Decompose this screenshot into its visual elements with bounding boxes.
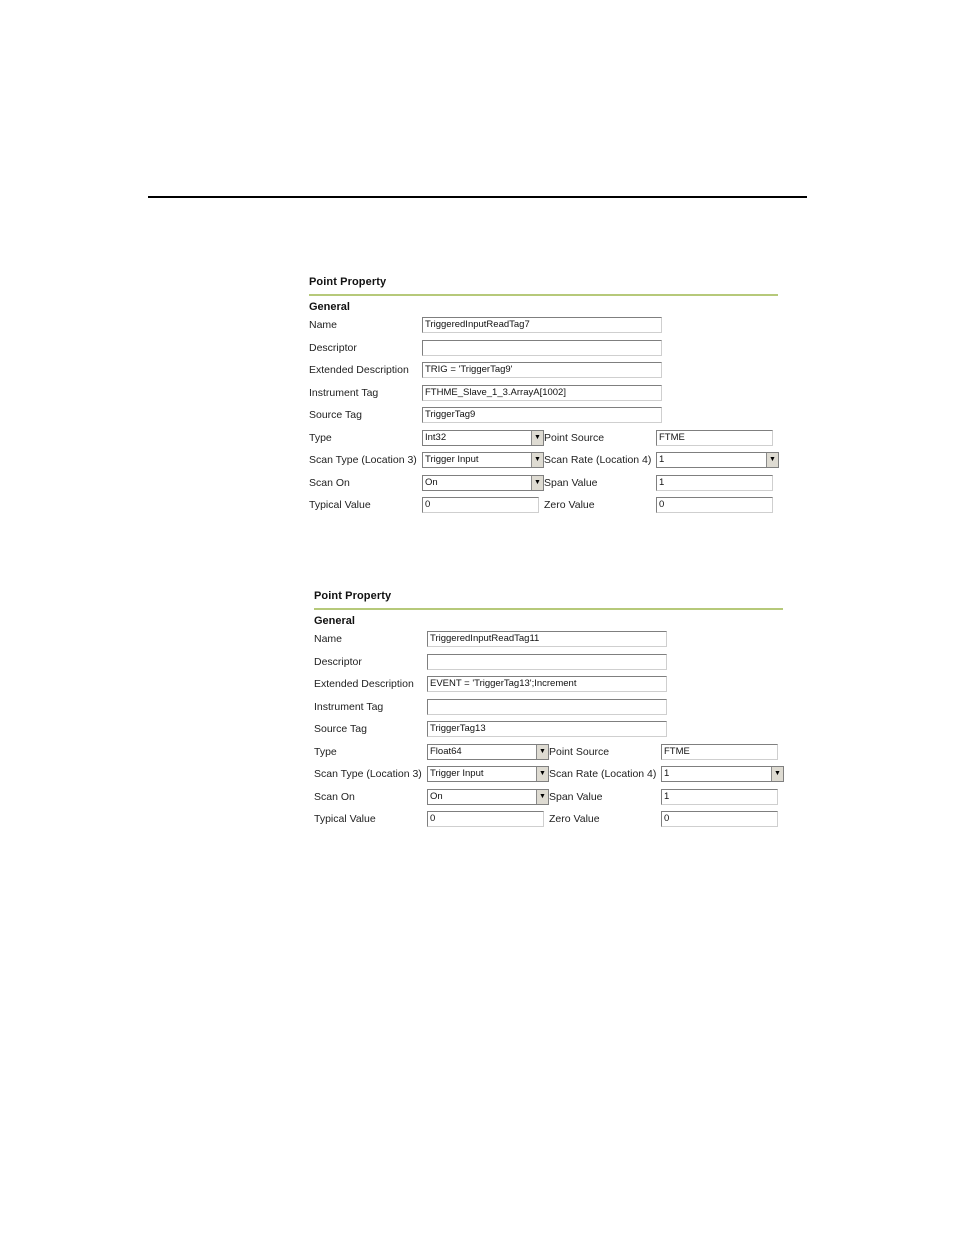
scan-on-select[interactable] xyxy=(427,789,549,805)
row-source-tag xyxy=(311,721,783,739)
type-select[interactable] xyxy=(427,744,549,760)
row-scan-type xyxy=(306,452,778,470)
scan-type-label: Scan Type (Location 3) xyxy=(314,768,422,780)
scan-rate-select-value: 1 xyxy=(659,454,665,465)
name-label: Name xyxy=(309,319,338,331)
chevron-down-icon[interactable]: ▼ xyxy=(766,453,778,467)
scan-rate-select-value: 1 xyxy=(664,768,670,779)
scan-on-label: Scan On xyxy=(314,791,355,803)
extended-description-input[interactable]: TRIG = 'TriggerTag9' xyxy=(422,362,662,378)
point-source-input[interactable]: FTME xyxy=(656,430,773,446)
descriptor-input[interactable] xyxy=(427,654,667,670)
typical-value-label: Typical Value xyxy=(314,813,376,825)
scan-on-select-value: On xyxy=(425,477,438,488)
row-typical-value xyxy=(311,811,783,829)
scan-on-select-value: On xyxy=(430,791,443,802)
zero-value-label: Zero Value xyxy=(544,499,595,511)
extended-description-label: Extended Description xyxy=(314,678,414,690)
span-value-input[interactable]: 1 xyxy=(661,789,778,805)
zero-value-input[interactable]: 0 xyxy=(661,811,778,827)
name-input[interactable]: TriggeredInputReadTag7 xyxy=(422,317,662,333)
span-value-input[interactable]: 1 xyxy=(656,475,773,491)
typical-value-input[interactable]: 0 xyxy=(422,497,539,513)
descriptor-label: Descriptor xyxy=(309,342,357,354)
chevron-down-icon[interactable]: ▼ xyxy=(531,431,543,445)
row-descriptor xyxy=(311,654,783,672)
chevron-down-icon[interactable]: ▼ xyxy=(531,453,543,467)
row-scan-on xyxy=(311,789,783,807)
title-divider xyxy=(309,294,778,296)
type-select-value: Float64 xyxy=(430,746,462,757)
extended-description-label: Extended Description xyxy=(309,364,409,376)
scan-rate-select[interactable] xyxy=(656,452,779,468)
scan-on-label: Scan On xyxy=(309,477,350,489)
point-source-label: Point Source xyxy=(549,746,610,758)
scan-rate-label: Scan Rate (Location 4) xyxy=(549,768,657,780)
descriptor-input[interactable] xyxy=(422,340,662,356)
scan-type-select-value: Trigger Input xyxy=(430,768,484,779)
instrument-tag-label: Instrument Tag xyxy=(309,387,379,399)
row-source-tag xyxy=(306,407,778,425)
panel-title: Point Property xyxy=(314,590,392,602)
type-label: Type xyxy=(314,746,337,758)
row-type xyxy=(306,430,778,448)
section-title-general: General xyxy=(314,615,355,627)
row-extended-description xyxy=(306,362,778,380)
scan-on-select[interactable] xyxy=(422,475,544,491)
row-instrument-tag xyxy=(306,385,778,403)
row-type xyxy=(311,744,783,762)
row-name xyxy=(306,317,778,335)
source-tag-input[interactable]: TriggerTag9 xyxy=(422,407,662,423)
row-typical-value xyxy=(306,497,778,515)
chevron-down-icon[interactable]: ▼ xyxy=(771,767,783,781)
instrument-tag-input[interactable]: FTHME_Slave_1_3.ArrayA[1002] xyxy=(422,385,662,401)
name-label: Name xyxy=(314,633,343,645)
extended-description-input[interactable]: EVENT = 'TriggerTag13';Increment xyxy=(427,676,667,692)
scan-rate-label: Scan Rate (Location 4) xyxy=(544,454,652,466)
instrument-tag-label: Instrument Tag xyxy=(314,701,384,713)
scan-type-select[interactable] xyxy=(427,766,549,782)
chevron-down-icon[interactable]: ▼ xyxy=(536,767,548,781)
source-tag-input[interactable]: TriggerTag13 xyxy=(427,721,667,737)
row-instrument-tag xyxy=(311,699,783,717)
row-descriptor xyxy=(306,340,778,358)
point-property-panel-2 xyxy=(311,582,783,834)
instrument-tag-input[interactable] xyxy=(427,699,667,715)
name-input[interactable]: TriggeredInputReadTag11 xyxy=(427,631,667,647)
row-name xyxy=(311,631,783,649)
typical-value-label: Typical Value xyxy=(309,499,371,511)
chevron-down-icon[interactable]: ▼ xyxy=(536,745,548,759)
scan-type-select-value: Trigger Input xyxy=(425,454,479,465)
scan-rate-select[interactable] xyxy=(661,766,784,782)
section-title-general: General xyxy=(309,301,350,313)
source-tag-label: Source Tag xyxy=(309,409,362,421)
typical-value-input[interactable]: 0 xyxy=(427,811,544,827)
point-source-input[interactable]: FTME xyxy=(661,744,778,760)
row-scan-on xyxy=(306,475,778,493)
zero-value-input[interactable]: 0 xyxy=(656,497,773,513)
scan-type-select[interactable] xyxy=(422,452,544,468)
type-label: Type xyxy=(309,432,332,444)
point-property-panel-1 xyxy=(306,268,778,520)
row-scan-type xyxy=(311,766,783,784)
type-select-value: Int32 xyxy=(425,432,447,443)
descriptor-label: Descriptor xyxy=(314,656,362,668)
span-value-label: Span Value xyxy=(549,791,603,803)
scan-type-label: Scan Type (Location 3) xyxy=(309,454,417,466)
point-source-label: Point Source xyxy=(544,432,605,444)
page-header-rule xyxy=(148,196,807,198)
source-tag-label: Source Tag xyxy=(314,723,367,735)
type-select[interactable] xyxy=(422,430,544,446)
title-divider xyxy=(314,608,783,610)
row-extended-description xyxy=(311,676,783,694)
chevron-down-icon[interactable]: ▼ xyxy=(531,476,543,490)
panel-title: Point Property xyxy=(309,276,387,288)
zero-value-label: Zero Value xyxy=(549,813,600,825)
span-value-label: Span Value xyxy=(544,477,598,489)
chevron-down-icon[interactable]: ▼ xyxy=(536,790,548,804)
